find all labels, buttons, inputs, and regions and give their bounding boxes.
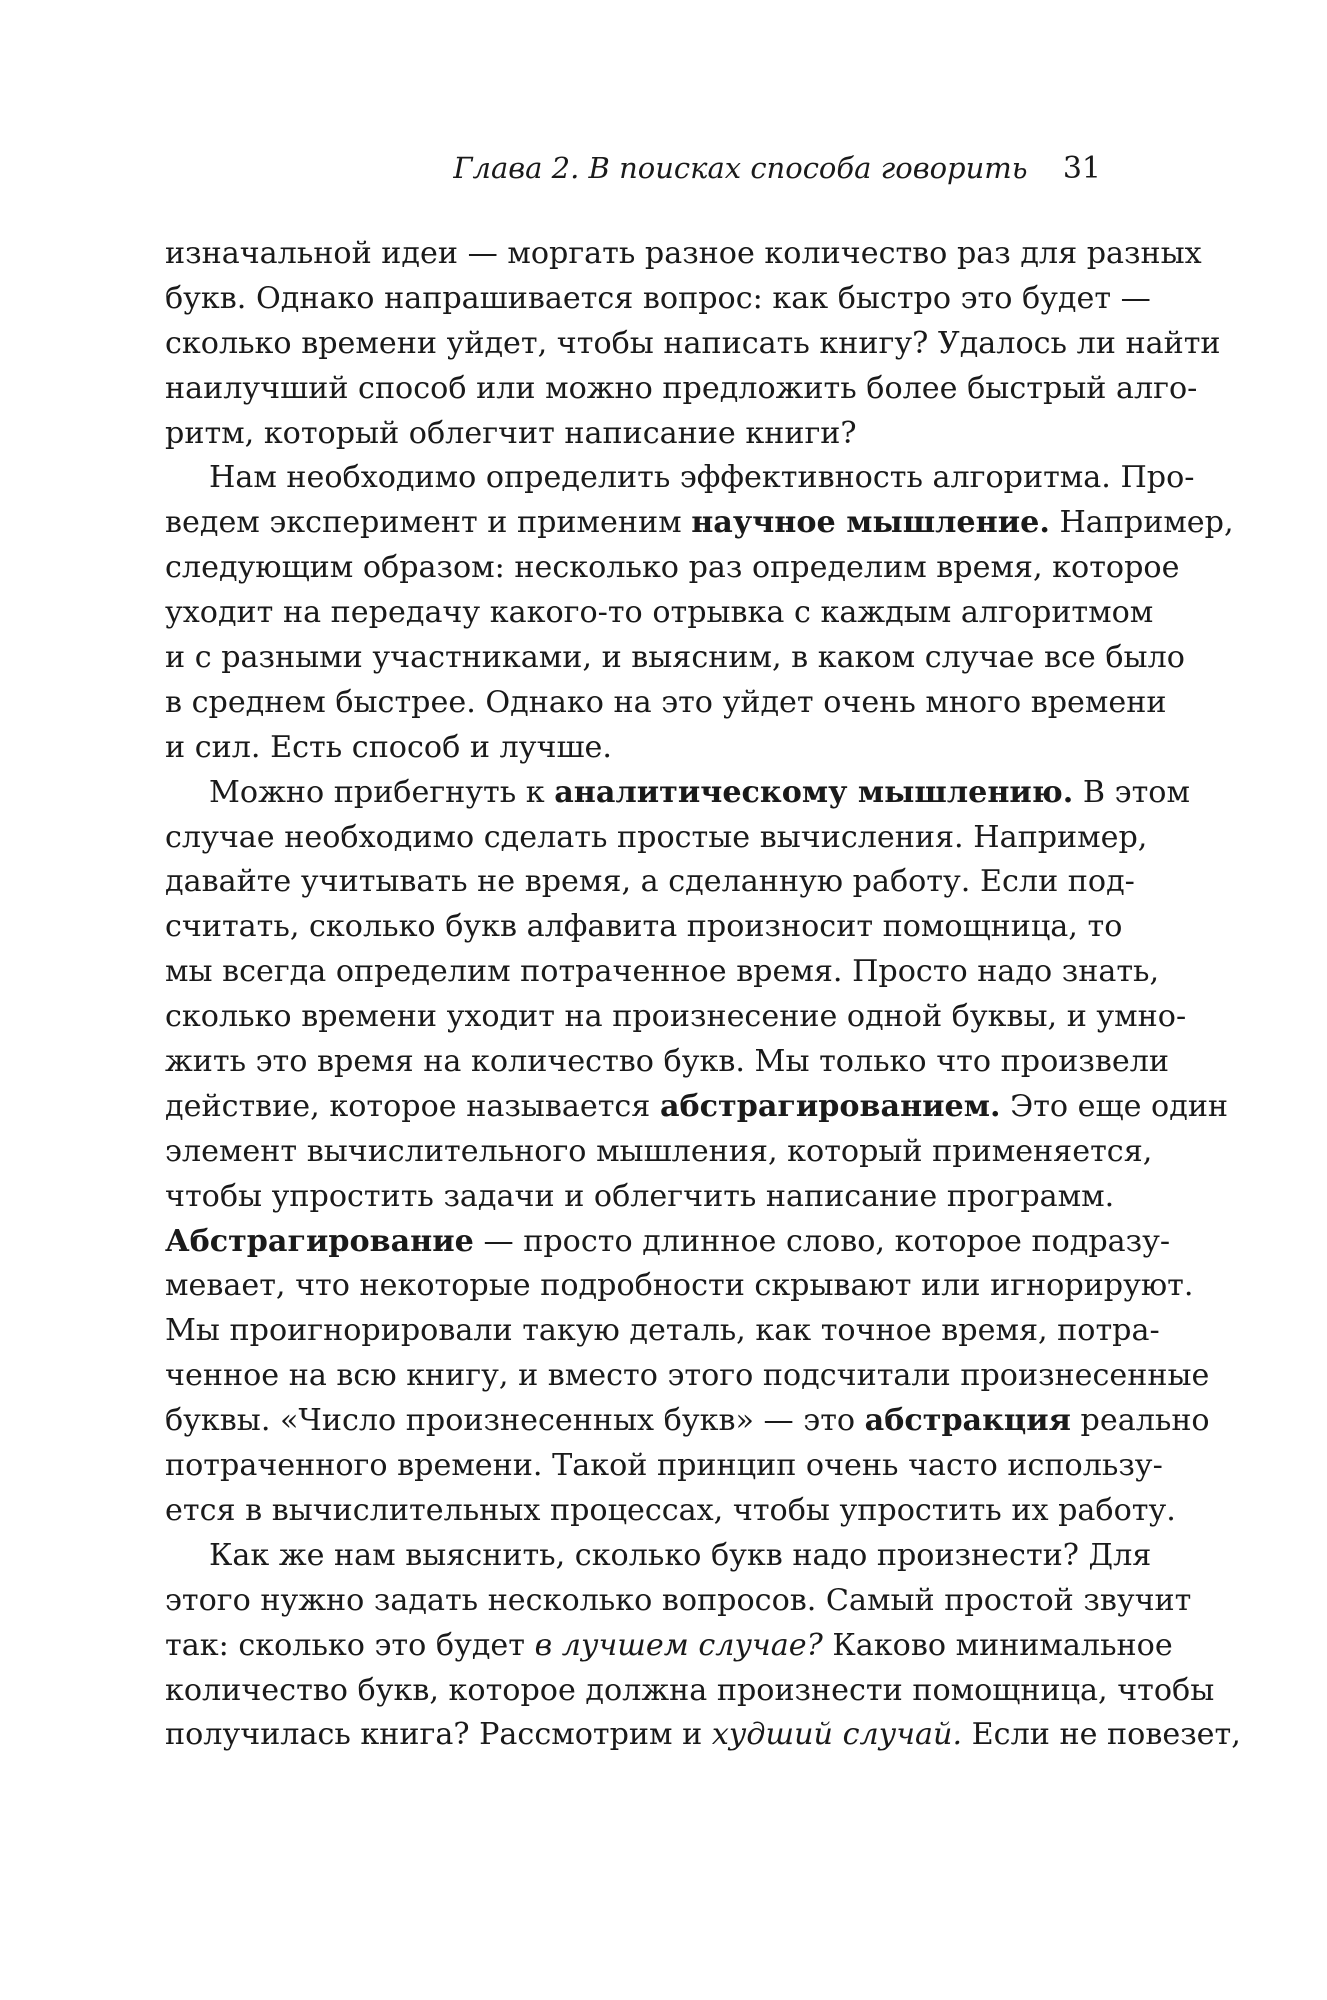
bold-term: абстрагированием. — [659, 1088, 1001, 1124]
text-line — [165, 1085, 1229, 1130]
text-line — [165, 1130, 1153, 1175]
text-line — [165, 1220, 1171, 1265]
text-run: Это еще один — [1000, 1088, 1229, 1124]
page-number: 31 — [1062, 151, 1101, 186]
text-run: Если не повезет, — [962, 1717, 1241, 1753]
text-line — [165, 1175, 1115, 1220]
chapter-label: Глава 2. — [453, 151, 580, 185]
text-line — [165, 726, 1101, 771]
text-run: и сил. Есть способ и лучше. — [165, 729, 612, 765]
text-line — [165, 860, 1135, 905]
text-line — [165, 816, 1148, 861]
text-run: и с разными участниками, и выясним, в каком случае все было — [165, 640, 1185, 676]
text-run: уходит на передачу какого-то отрывка с каждым алгоритмом — [165, 595, 1154, 631]
text-line — [165, 1669, 1215, 1714]
text-run: В этом — [1073, 774, 1190, 810]
text-line — [165, 232, 1202, 277]
text-line — [165, 1489, 1176, 1534]
text-line — [165, 501, 1234, 546]
text-line — [165, 1399, 1210, 1444]
text-line — [165, 367, 1198, 412]
text-line — [165, 1713, 1241, 1758]
text-run: — просто длинное слово, которое подразу- — [473, 1223, 1171, 1259]
bold-term: Абстрагирование — [165, 1223, 474, 1259]
text-run: считать, сколько букв алфавита произносит помощница, то — [165, 909, 1123, 945]
text-line — [165, 456, 1195, 501]
text-line — [165, 636, 1185, 681]
text-run: потраченного времени. Такой принцип очень часто использу- — [165, 1448, 1163, 1484]
running-header — [0, 148, 1101, 189]
text-line — [165, 1444, 1163, 1489]
italic-phrase: худший случай. — [711, 1717, 963, 1753]
text-run: Каково минимальное — [822, 1627, 1173, 1663]
text-run: следующим образом: несколько раз определим время, которое — [165, 550, 1180, 586]
text-run: Например, — [1049, 505, 1234, 541]
text-run: количество букв, которое должна произнести помощница, чтобы — [165, 1672, 1215, 1708]
text-line — [165, 681, 1167, 726]
bold-term: абстракция — [864, 1403, 1071, 1439]
text-line — [165, 591, 1154, 636]
text-run: сколько времени уйдет, чтобы написать книгу? Удалось ли найти — [165, 325, 1221, 361]
body-text — [165, 232, 1241, 1758]
text-run: Мы проигнорировали такую деталь, как точное время, потра- — [165, 1313, 1160, 1349]
text-run: действие, которое называется — [165, 1088, 660, 1124]
italic-phrase: в лучшем случае? — [534, 1627, 823, 1663]
text-line — [165, 1534, 1152, 1579]
text-run: получилась книга? Рассмотрим и — [165, 1717, 712, 1753]
text-run: случае необходимо сделать простые вычисления. Например, — [165, 819, 1148, 855]
text-run: ритм, который облегчит написание книги? — [165, 415, 857, 451]
text-run: реально — [1070, 1403, 1210, 1439]
text-run: наилучший способ или можно предложить более быстрый алго- — [165, 370, 1198, 406]
text-run: буквы. «Число произнесенных букв» — это — [165, 1403, 865, 1439]
text-run: давайте учитывать не время, а сделанную работу. Если под- — [165, 864, 1135, 900]
text-line — [165, 1354, 1210, 1399]
text-run: элемент вычислительного мышления, который применяется, — [165, 1133, 1153, 1169]
text-run: ется в вычислительных процессах, чтобы упростить их работу. — [165, 1492, 1176, 1528]
bold-term: аналитическому мышлению. — [554, 774, 1074, 810]
text-line — [165, 277, 1151, 322]
text-line — [165, 1040, 1169, 1085]
text-run: жить это время на количество букв. Мы только что произвели — [165, 1044, 1169, 1080]
text-run: ведем эксперимент и применим — [165, 505, 692, 541]
text-line — [165, 1579, 1192, 1624]
text-run: Как же нам выяснить, сколько букв надо произнести? Для — [209, 1537, 1152, 1573]
text-run: мевает, что некоторые подробности скрывают или игнорируют. — [165, 1268, 1194, 1304]
text-run: букв. Однако напрашивается вопрос: как быстро это будет — — [165, 280, 1151, 316]
text-line — [165, 995, 1187, 1040]
chapter-title: В поисках способа говорить — [588, 151, 1028, 185]
text-line — [165, 771, 1190, 816]
text-line — [165, 412, 1101, 457]
text-line — [165, 905, 1123, 950]
text-run: ченное на всю книгу, и вместо этого подсчитали произнесенные — [165, 1358, 1210, 1394]
text-line — [165, 1309, 1160, 1354]
text-run: сколько времени уходит на произнесение одной буквы, и умно- — [165, 999, 1187, 1035]
text-line — [165, 1624, 1173, 1669]
text-run: изначальной идеи — моргать разное количество раз для разных — [165, 236, 1202, 271]
text-run: в среднем быстрее. Однако на это уйдет очень много времени — [165, 684, 1167, 720]
text-line — [165, 322, 1221, 367]
text-run: этого нужно задать несколько вопросов. Самый простой звучит — [165, 1582, 1192, 1618]
text-run: мы всегда определим потраченное время. Просто надо знать, — [165, 954, 1160, 990]
text-run: Нам необходимо определить эффективность алгоритма. Про- — [209, 460, 1195, 496]
text-line — [165, 546, 1180, 591]
text-run: Можно прибегнуть к — [209, 774, 555, 810]
text-line — [165, 950, 1160, 995]
bold-term: научное мышление. — [691, 505, 1050, 541]
text-line — [165, 1264, 1194, 1309]
text-run: чтобы упростить задачи и облегчить написание программ. — [165, 1178, 1115, 1214]
text-run: так: сколько это будет — [165, 1627, 535, 1663]
